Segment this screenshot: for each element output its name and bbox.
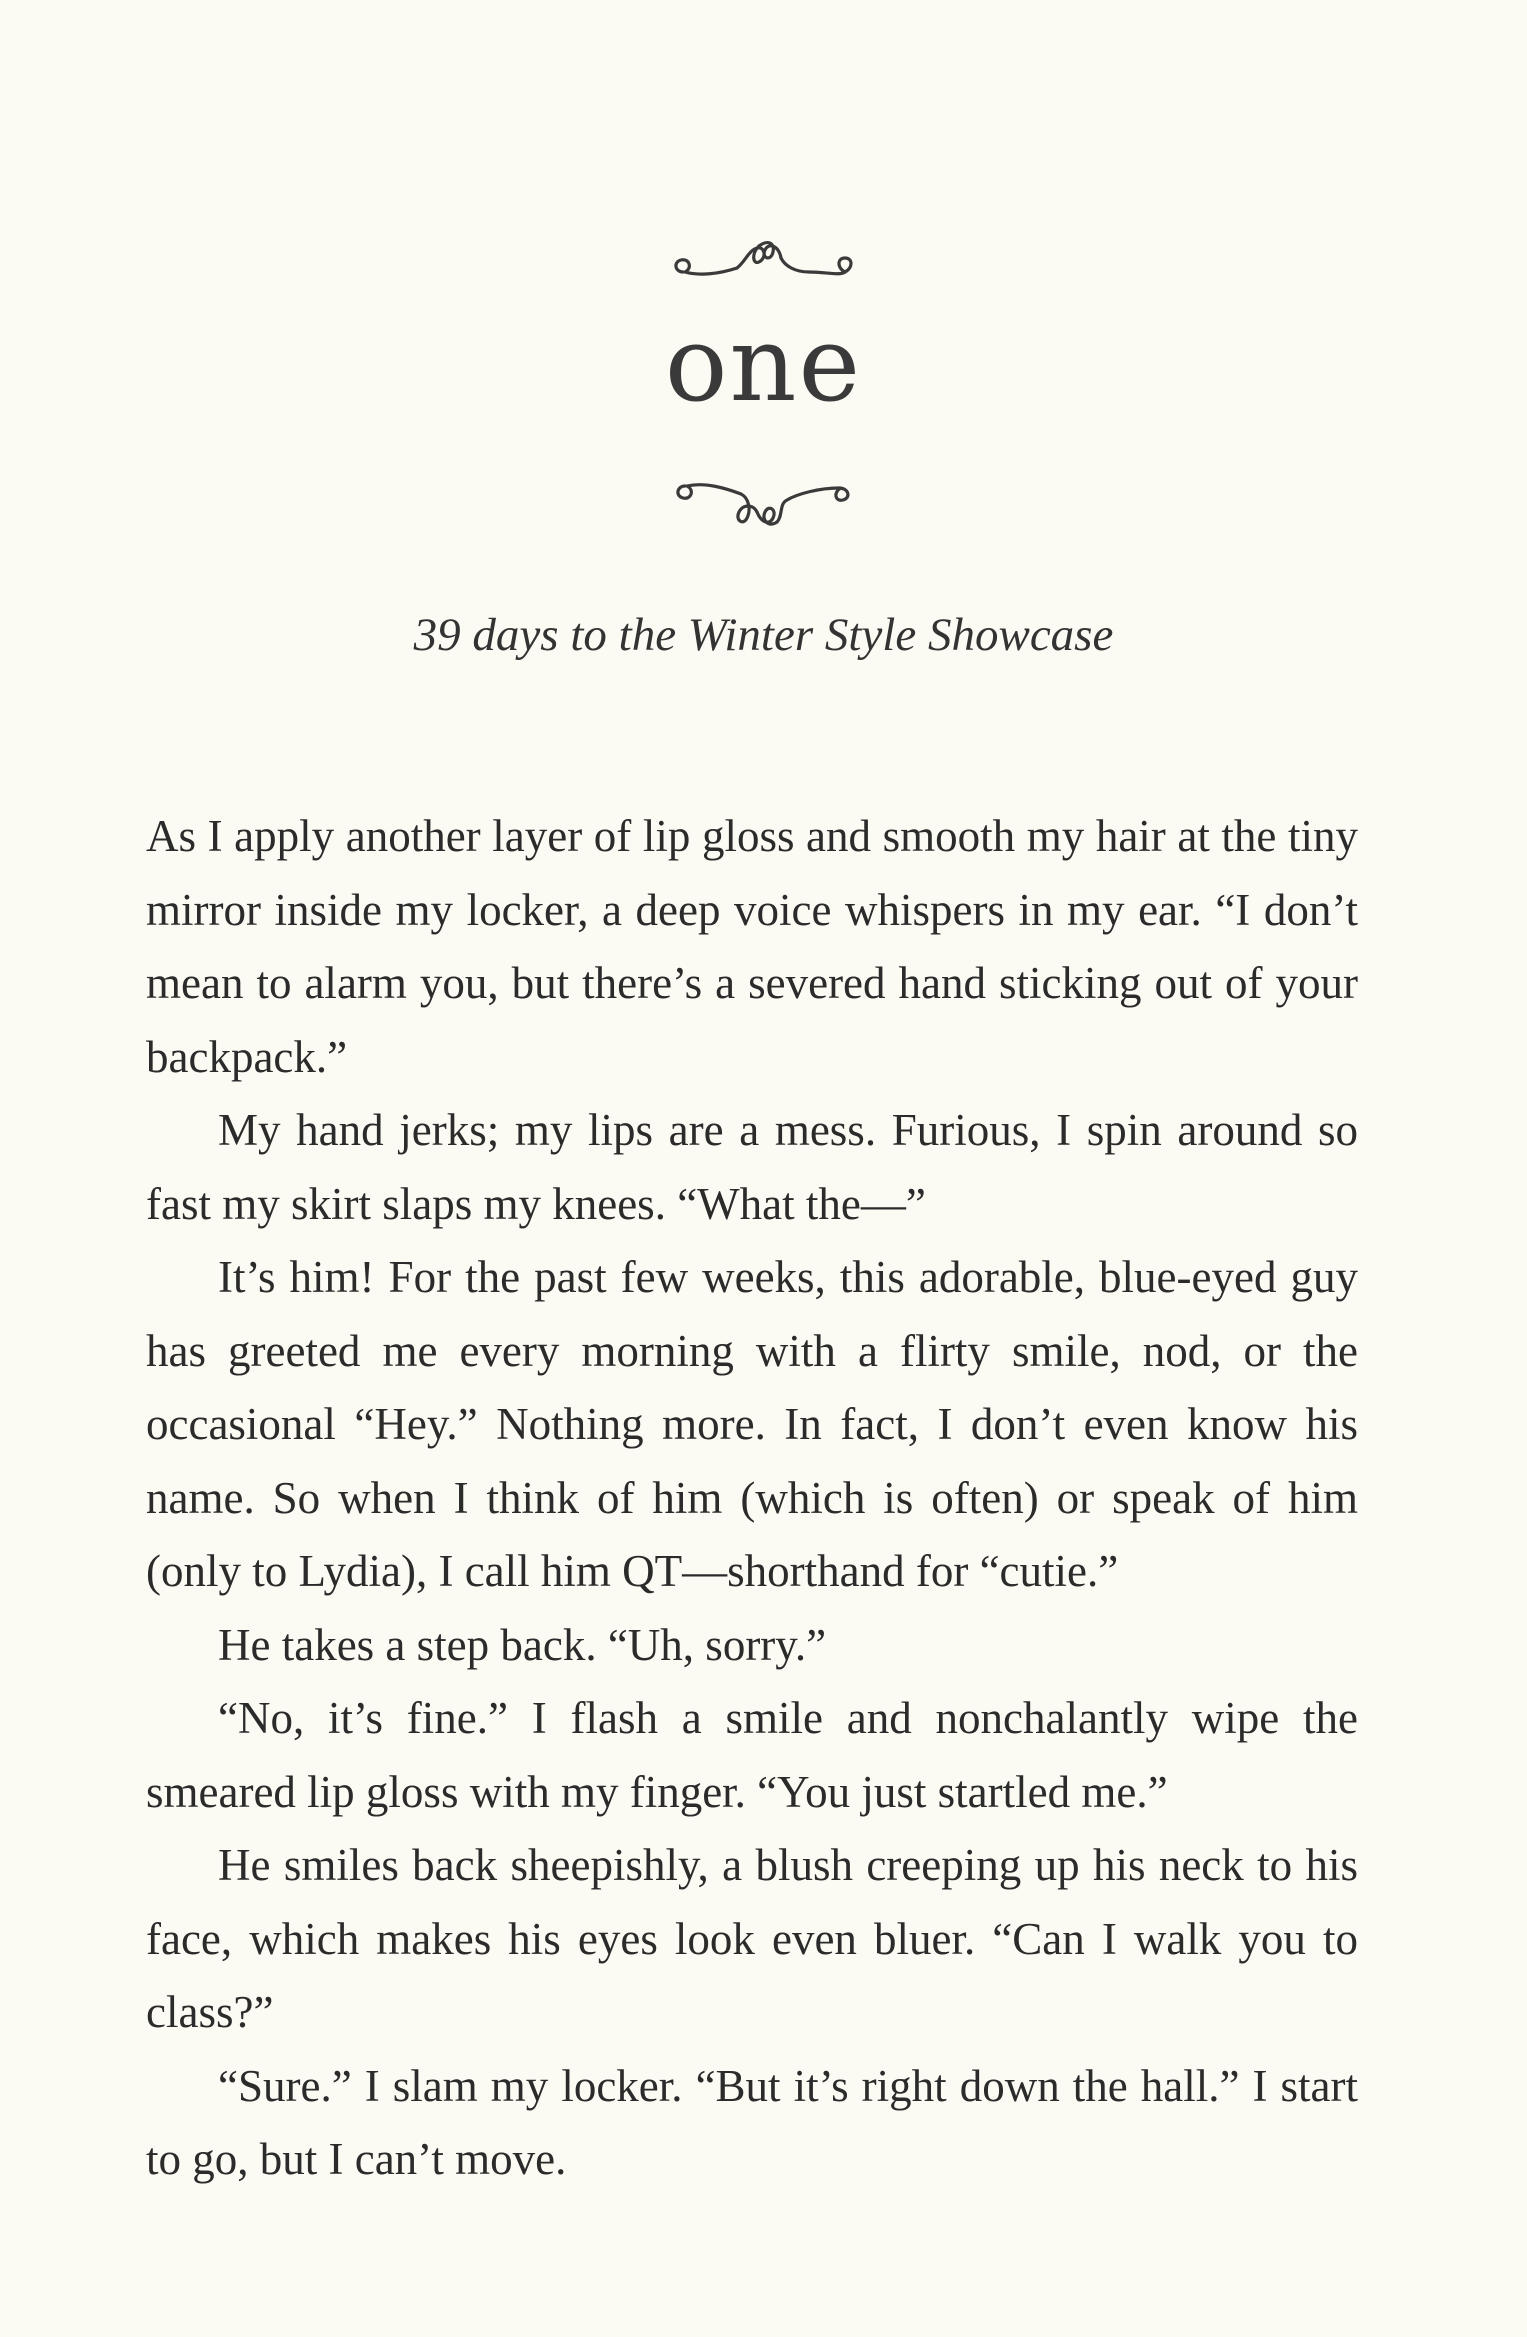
flourish-bottom-icon xyxy=(0,470,1527,536)
flourish-top-icon xyxy=(0,232,1527,288)
chapter-body xyxy=(146,800,1358,2197)
paragraph: He takes a step back. “Uh, sorry.” xyxy=(218,1619,827,1670)
paragraph: He smiles back sheepishly, a blush creeping up his neck to his face, which makes his eyes look even bluer. “Can I walk you to class?” xyxy=(146,1840,1358,2037)
paragraph: My hand jerks; my lips are a mess. Furious, I spin around so fast my skirt slaps my knees. “What the—” xyxy=(146,1105,1358,1229)
paragraph: As I apply another layer of lip gloss and smooth my hair at the tiny mirror inside my locker, a deep voice whispers in my ear. “I don’t mean to alarm you, but there’s a severed hand sticking out of your backpack.” xyxy=(146,811,1358,1082)
paragraph: It’s him! For the past few weeks, this adorable, blue-eyed guy has greeted me every morning with a flirty smile, nod, or the occasional “Hey.” Nothing more. In fact, I don’t even know his name. So when I think of him (which is often) or speak of him (only to Lydia), I call him QT—shorthand for “cutie.” xyxy=(146,1252,1358,1596)
chapter-subtitle: 39 days to the Winter Style Showcase xyxy=(413,609,1114,661)
chapter-title: one xyxy=(664,303,863,425)
paragraph: “Sure.” I slam my locker. “But it’s right down the hall.” I start to go, but I can’t move. xyxy=(146,2060,1358,2184)
paragraph: “No, it’s fine.” I flash a smile and nonchalantly wipe the smeared lip gloss with my finger. “You just startled me.” xyxy=(146,1693,1358,1817)
